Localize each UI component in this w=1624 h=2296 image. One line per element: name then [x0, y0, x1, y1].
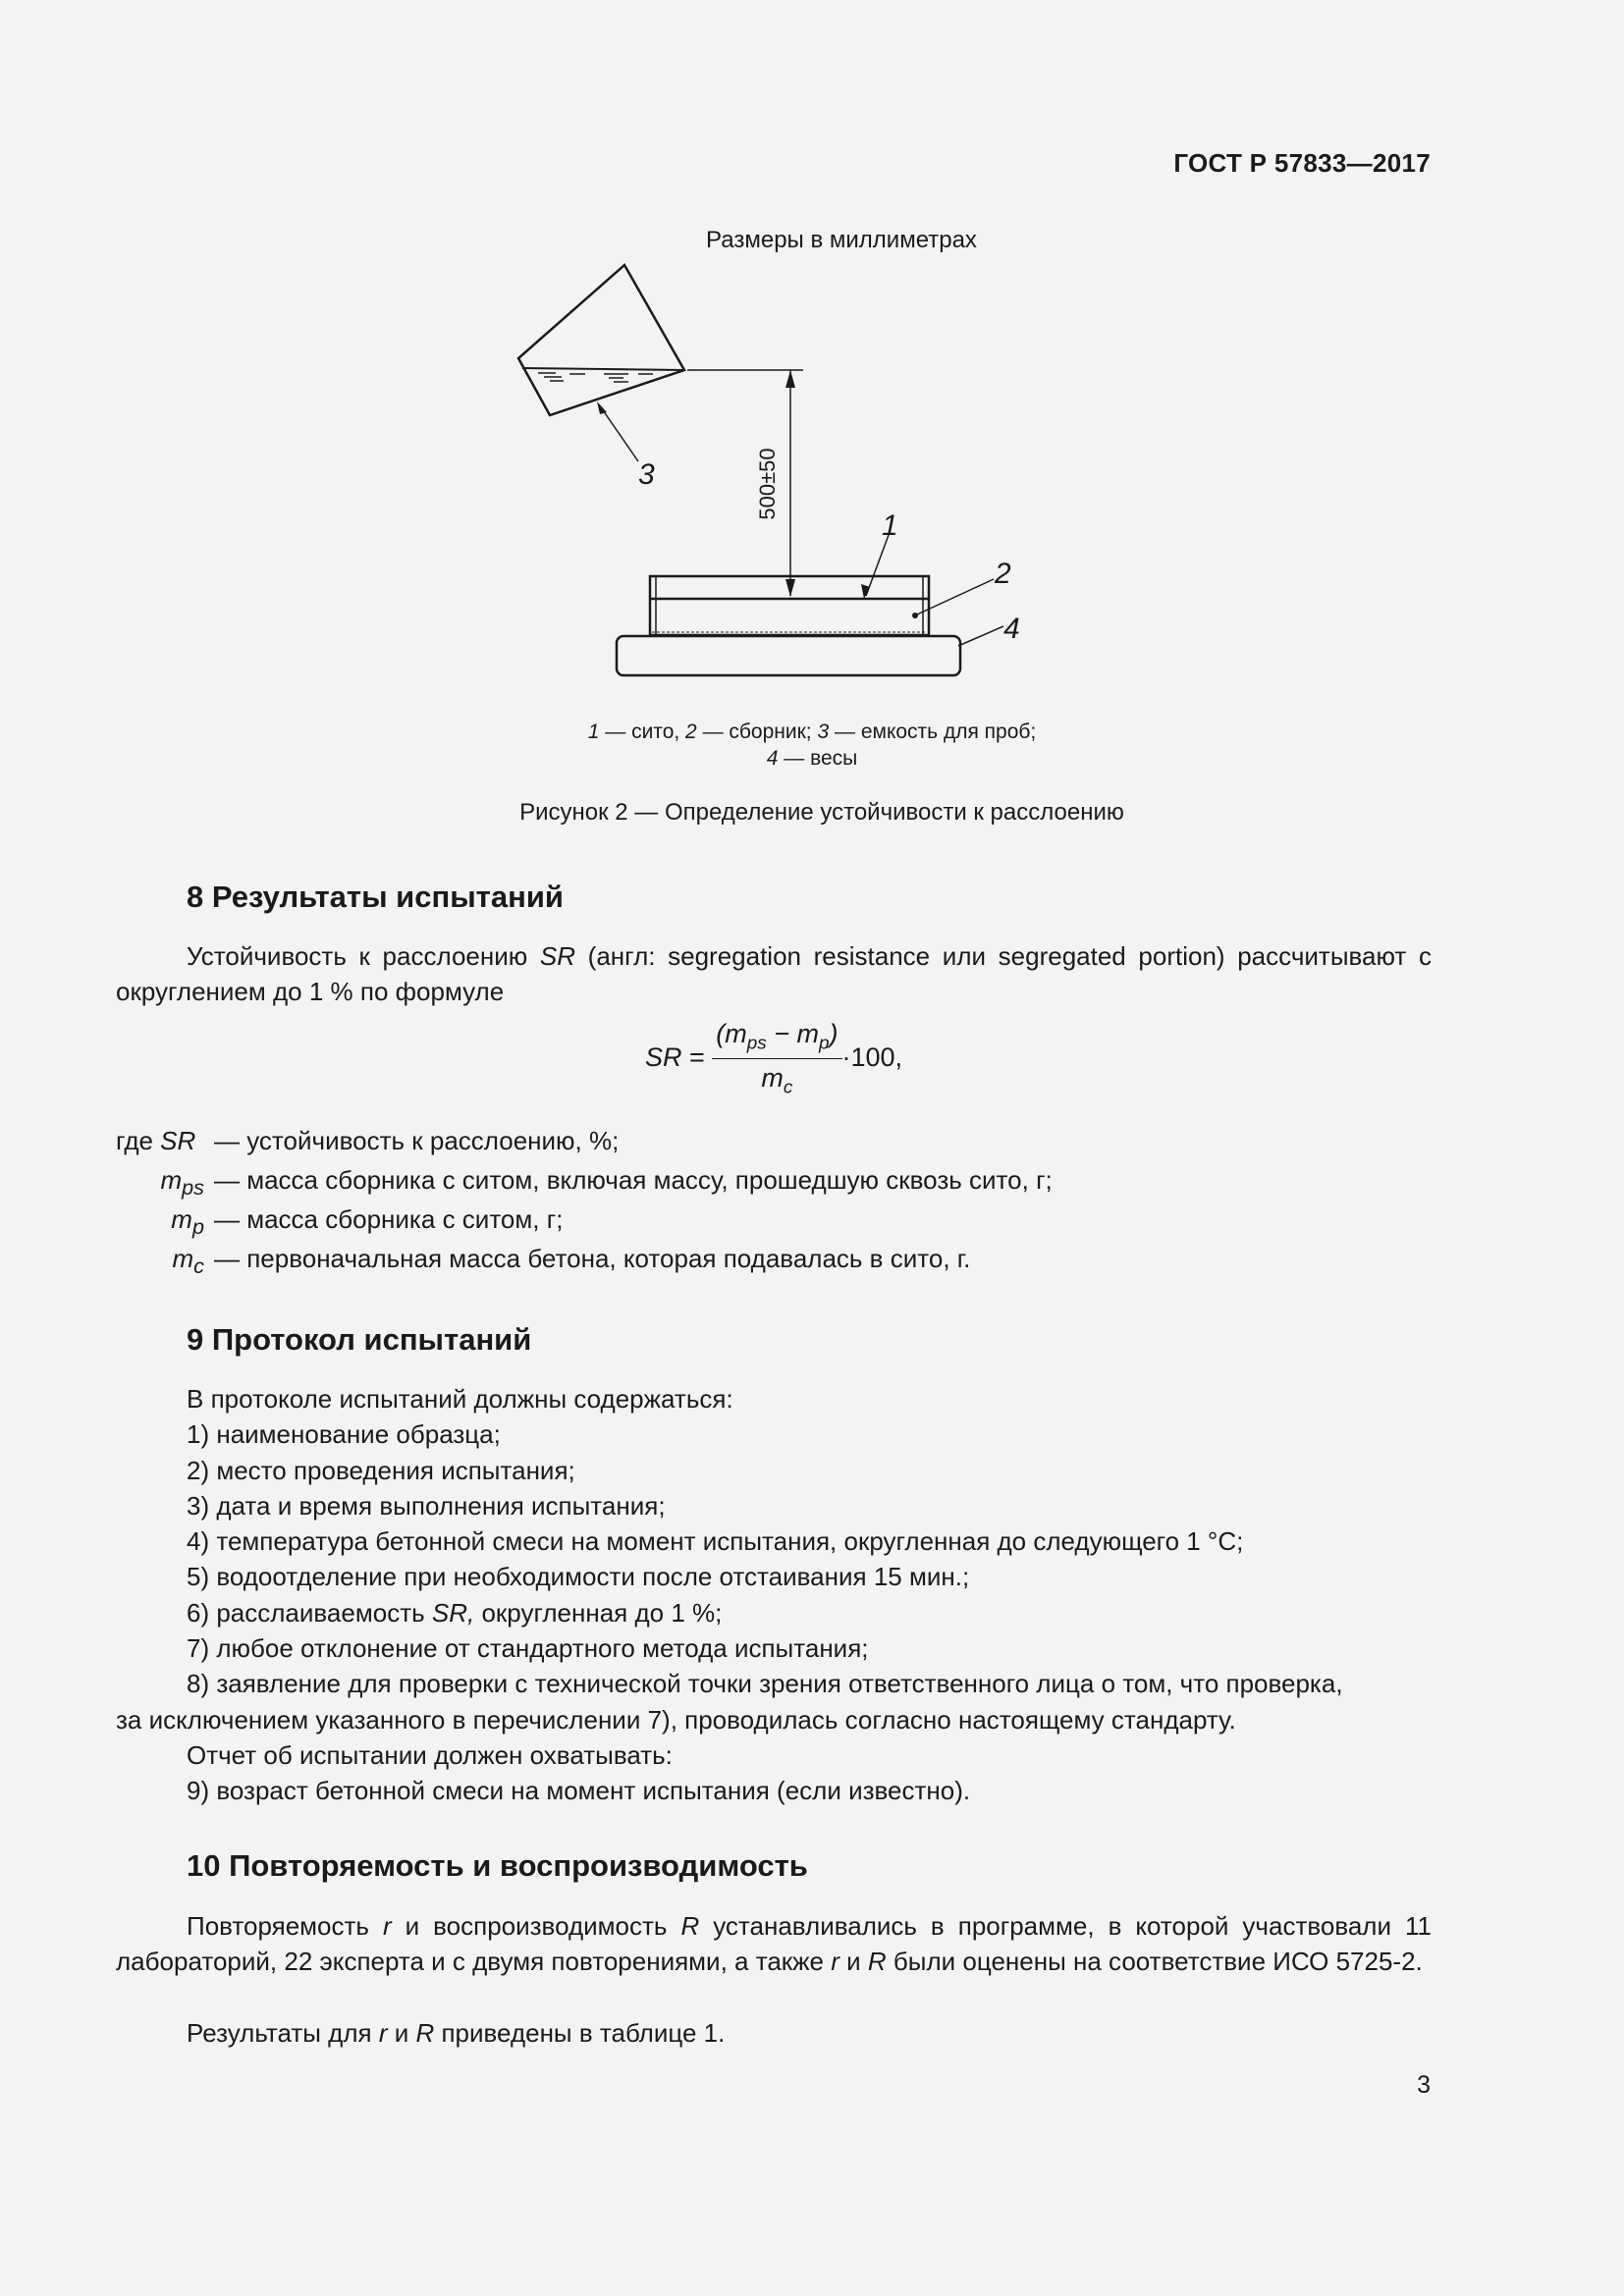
formula-definitions: [116, 1126, 1053, 1283]
liquid-hatch: [538, 373, 653, 382]
list-item-continuation: за исключением указанного в перечислении 7), проводилась согласно настоящему стандарту.: [116, 1704, 1236, 1735]
document-header: ГОСТ Р 57833—2017: [1173, 148, 1431, 178]
section-8-paragraph: Устойчивость к расслоению SR (англ: segregation resistance или segregated portion) рассчитывают с округлением до 1 % по формуле: [116, 941, 1432, 1006]
definition-row: $m_c$ — первоначальная масса бетона, которая подавалась в сито, г.: [172, 1244, 971, 1279]
section-9-title: 9 Протокол испытаний: [187, 1322, 532, 1357]
callout-3-arrowhead: [597, 401, 607, 414]
section-8-title: 8 Результаты испытаний: [187, 880, 564, 914]
sample-container: [518, 265, 684, 415]
figure-legend-line1: 1 — сито, 2 — сборник; 3 — емкость для проб;: [587, 721, 1037, 743]
callout-2-label: 2: [995, 558, 1011, 590]
list-item: 9) возраст бетонной смеси на момент испытания (если известно).: [187, 1776, 971, 1806]
callout-1-leader: [866, 535, 889, 596]
list-item: 3) дата и время выполнения испытания;: [187, 1490, 666, 1521]
scale: [617, 636, 960, 675]
callout-1-label: 1: [882, 509, 898, 542]
list-item: 7) любое отклонение от стандартного метода испытания;: [187, 1633, 869, 1664]
section-9-list: [116, 1381, 1432, 1809]
list-item: 2) место проведения испытания;: [187, 1455, 575, 1485]
list-item: 4) температура бетонной смеси на момент испытания, округленная до следующего 1 °C;: [187, 1526, 1244, 1557]
sr-formula: SR = $\frac{(m_{ps} - m_p)}{m_c}$ ·100,: [645, 1019, 903, 1098]
section-10-title: 10 Повторяемость и воспроизводимость: [187, 1848, 808, 1883]
list-item: 6) расслаиваемость SR, округленная до 1 %;: [187, 1597, 723, 1628]
dimension-arrow-top: [785, 370, 795, 388]
dimensions-note: Размеры в миллиметрах: [706, 227, 977, 253]
page-number: 3: [1417, 2071, 1431, 2099]
definition-row: где SR — устойчивость к расслоению, %;: [116, 1126, 620, 1155]
dimension-arrow-bottom: [785, 579, 795, 597]
definition-row: $m_{ps}$ — масса сборника с ситом, включая массу, прошедшую сквозь сито, г;: [160, 1165, 1053, 1201]
section-10-paragraph-2: Результаты для r и R приведены в таблице 1.: [187, 2018, 726, 2048]
report-intro: Отчет об испытании должен охватывать:: [187, 1739, 673, 1770]
callout-4-label: 4: [1003, 613, 1020, 645]
callout-1-arrowhead: [861, 584, 870, 599]
dimension-label: 500±50: [754, 448, 780, 520]
list-intro: В протоколе испытаний должны содержаться:: [187, 1384, 733, 1414]
figure-caption: Рисунок 2 — Определение устойчивости к расслоению: [519, 799, 1124, 826]
callout-2-dot: [912, 613, 918, 618]
figure-legend-line2: 4 — весы: [766, 747, 858, 770]
list-item: 1) наименование образца;: [187, 1419, 501, 1450]
list-item: 5) водоотделение при необходимости после отстаивания 15 мин.;: [187, 1562, 970, 1592]
figure-segregation-test-diagram: [491, 250, 1041, 692]
liquid-surface: [522, 368, 684, 370]
definition-row: $m_p$ — масса сборника с ситом, г;: [171, 1204, 564, 1240]
callout-4-leader: [958, 626, 1003, 646]
callout-3-label: 3: [638, 458, 655, 491]
section-10-paragraph-1: Повторяемость r и воспроизводимость R устанавливались в программе, в которой участвовали 11 лабораторий, 22 эксперта и с двумя повторениями, а также r и R были оценены на соответствие ИСО 5725-2.: [116, 1911, 1432, 1976]
list-item: 8) заявление для проверки с технической точки зрения ответственного лица о том, что проверка,: [187, 1669, 1343, 1699]
callout-3-leader: [601, 407, 638, 461]
